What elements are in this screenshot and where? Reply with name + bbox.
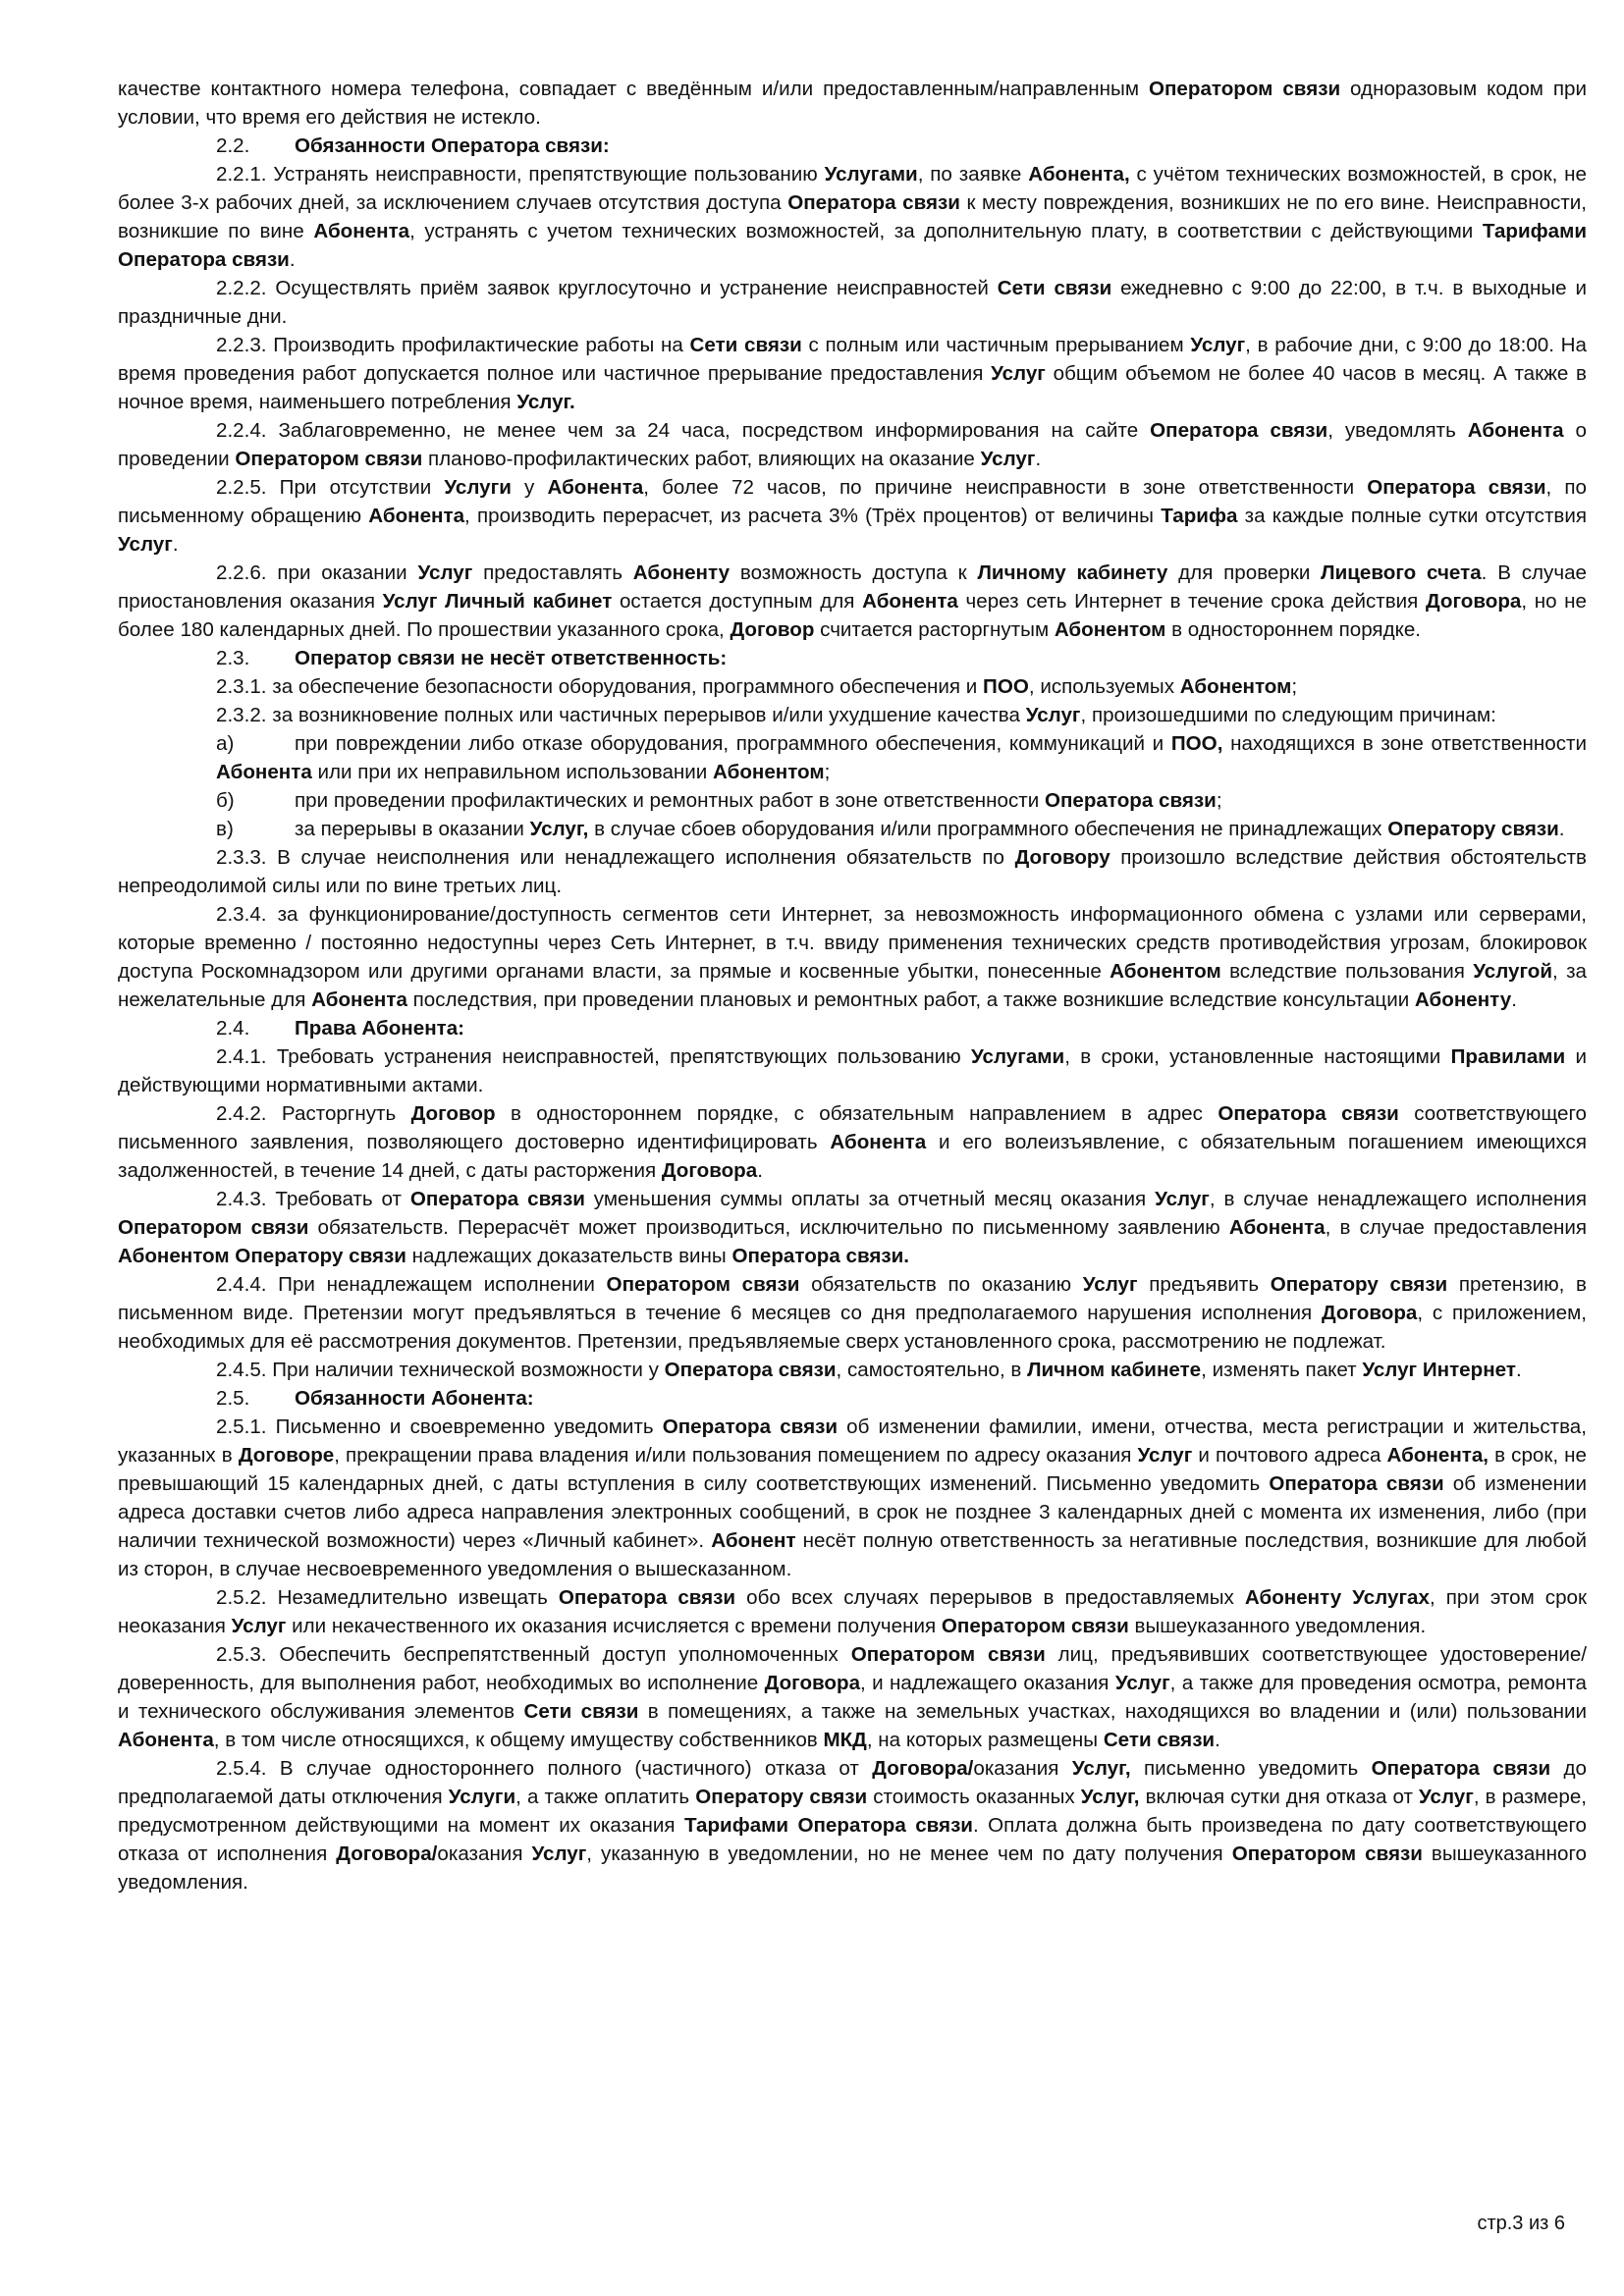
text-run: 2.5.2. Незамедлительно извещать — [216, 1586, 559, 1609]
text-run: ежедневно с 9:00 до 22:00, в т.ч. в выходные и праздничные дни. — [118, 277, 1587, 328]
bold-term: Договор — [730, 618, 815, 641]
text-run: , производить перерасчет, из расчета 3% (Трёх процентов) от величины — [464, 505, 1162, 527]
text-run: при повреждении либо отказе оборудования, программного обеспечения, коммуникаций и — [295, 732, 1171, 755]
bold-term: Договора — [1322, 1302, 1418, 1324]
bold-term: Абонента — [1228, 1216, 1326, 1239]
bold-term: Сети связи — [523, 1700, 639, 1723]
text-run: и действующими нормативными актами. — [118, 1045, 1587, 1096]
text-run: 2.3.2. за возникновение полных или частичных перерывов и/или ухудшение качества — [216, 704, 1026, 726]
bold-term: Оператором связи — [941, 1615, 1129, 1637]
clause-paragraph — [118, 331, 1587, 416]
bold-term: Услуг Личный кабинет — [382, 590, 613, 613]
clause-paragraph — [118, 274, 1587, 331]
text-run: или некачественного их оказания исчисляется с времени получения — [286, 1615, 942, 1637]
text-run: с учётом технических возможностей, в срок, не более 3-х рабочих дней, за исключением случаев отсутствия доступа — [118, 163, 1587, 214]
text-run: . В случае приостановления оказания — [118, 561, 1587, 613]
text-run: и его волеизъявление, с обязательным погашением имеющихся задолженностей, в течение 14 дней, с даты расторжения — [118, 1131, 1587, 1182]
bold-term: Оператора связи — [787, 191, 960, 214]
text-run: с полным или частичным прерыванием — [801, 334, 1191, 356]
clause-paragraph — [118, 1754, 1587, 1896]
bold-term: Услуги — [448, 1786, 516, 1808]
text-run: предъявить — [1137, 1273, 1271, 1296]
bold-term: Услугами — [971, 1045, 1065, 1068]
clause-paragraph — [118, 1356, 1587, 1384]
text-run: считается расторгнутым — [814, 618, 1055, 641]
text-run: стоимость оказанных — [867, 1786, 1081, 1808]
text-run: за перерывы в оказании — [295, 818, 530, 840]
bold-term: Оператором связи — [1231, 1842, 1423, 1865]
bold-term: Услугами — [824, 163, 918, 186]
text-run: остается доступным для — [612, 590, 863, 613]
clause-paragraph — [118, 559, 1587, 644]
list-letter: б) — [216, 789, 235, 812]
text-run: общим объемом не более 40 часов в месяц. А также в ночное время, наименьшего потребления — [118, 362, 1587, 413]
clause-paragraph — [118, 1270, 1587, 1356]
bold-term: Услуг — [1114, 1672, 1170, 1694]
bold-term: Абонента — [830, 1131, 927, 1153]
text-run: , самостоятельно, в — [836, 1359, 1028, 1381]
bold-term: Правилами — [1450, 1045, 1566, 1068]
bold-term: Абонента — [118, 1729, 214, 1751]
bold-term: Абонента — [862, 590, 958, 613]
text-run: обо всех случаях перерывов в предоставляемых — [735, 1586, 1245, 1609]
clause-paragraph — [118, 900, 1587, 1014]
clause-paragraph — [118, 1583, 1587, 1640]
bold-term: Абонента, — [1028, 163, 1130, 186]
text-run: . — [1515, 1359, 1522, 1381]
text-run: . — [172, 533, 179, 556]
bold-term: Оператора связи — [664, 1359, 837, 1381]
text-run: , в случае ненадлежащего исполнения — [1209, 1188, 1588, 1210]
text-run: надлежащих доказательств вины — [406, 1245, 732, 1267]
text-run: . — [289, 248, 296, 271]
bold-term: Абоненту Услугах — [1244, 1586, 1430, 1609]
continued-paragraph — [118, 75, 1587, 132]
clause-paragraph — [118, 160, 1587, 274]
text-run: предоставлять — [472, 561, 633, 584]
text-run: , на которых размещены — [866, 1729, 1104, 1751]
text-run: , но не более 180 календарных дней. По прошествии указанного срока, — [118, 590, 1588, 641]
text-run: . Оплата должна быть произведена по дату соответствующего отказа от исполнения — [118, 1814, 1587, 1865]
text-run: качестве контактного номера телефона, совпадает с введённым и/или предоставленным/направленным — [118, 78, 1149, 100]
bold-term: Права Абонента: — [295, 1017, 465, 1040]
text-run: планово-профилактических работ, влияющих на оказание — [422, 448, 981, 470]
text-run: находящихся в зоне ответственности — [1222, 732, 1587, 755]
text-run: для проверки — [1167, 561, 1322, 584]
bold-term: Услуг — [417, 561, 473, 584]
text-run: 2.4.5. При наличии технической возможности у — [216, 1359, 665, 1381]
text-run: , уведомлять — [1327, 419, 1468, 442]
text-run: 2.4.4. При ненадлежащем исполнении — [216, 1273, 607, 1296]
text-run: одноразовым кодом при условии, что время его действия не истекло. — [118, 78, 1587, 129]
bold-term: Оператора связи — [1044, 789, 1217, 812]
bold-term: Личному кабинету — [977, 561, 1168, 584]
text-run: лиц, предъявивших соответствующее удостоверение/ доверенность, для выполнения работ, необходимых во исполнение — [118, 1643, 1588, 1694]
text-run: . — [1558, 818, 1565, 840]
text-run: 2.3.1. за обеспечение безопасности оборудования, программного обеспечения и — [216, 675, 984, 698]
bold-term: Услуг — [1190, 334, 1246, 356]
text-run: оказания — [973, 1757, 1072, 1780]
bold-term: Услуг, — [1080, 1786, 1140, 1808]
bold-term: Оператора связи — [1367, 476, 1546, 499]
text-run: ; — [1291, 675, 1298, 698]
text-run: , при этом срок неоказания — [118, 1586, 1587, 1637]
text-run: 2.2.2. Осуществлять приём заявок круглосуточно и устранение неисправностей — [216, 277, 998, 299]
text-run: , за нежелательные для — [118, 960, 1587, 1011]
text-run: в случае сбоев оборудования и/или программного обеспечения не принадлежащих — [588, 818, 1388, 840]
text-run: произошло вследствие действия обстоятельств непреодолимой силы или по вине третьих лиц. — [118, 846, 1587, 897]
bold-term: Оператора связи — [1269, 1472, 1444, 1495]
bold-term: Оператора связи — [662, 1415, 838, 1438]
text-run: обязательств по оказанию — [799, 1273, 1083, 1296]
list-letter: в) — [216, 818, 234, 840]
clause-paragraph — [118, 416, 1587, 473]
bold-term: Сети связи — [997, 277, 1112, 299]
text-run: ; — [824, 761, 831, 783]
bold-term: Договора/ — [336, 1842, 438, 1865]
clause-paragraph — [118, 672, 1587, 701]
bold-term: ПОО, — [1170, 732, 1223, 755]
bold-term: Абонента — [313, 220, 410, 242]
bold-term: Личном кабинете — [1027, 1359, 1202, 1381]
clause-paragraph — [118, 1640, 1587, 1754]
section-heading — [118, 1384, 1587, 1413]
bold-term: Услуг — [231, 1615, 287, 1637]
bold-term: Тарифа — [1161, 505, 1238, 527]
bold-term: Абонента — [547, 476, 644, 499]
section-number: 2.2. — [216, 134, 250, 157]
clause-paragraph — [118, 701, 1587, 729]
text-run: , в случае предоставления — [1325, 1216, 1588, 1239]
bold-term: Абонентом Оператору связи — [118, 1245, 406, 1267]
bold-term: Лицевого счета — [1321, 561, 1482, 584]
text-run: уменьшения суммы оплаты за отчетный месяц оказания — [584, 1188, 1156, 1210]
clause-paragraph — [118, 473, 1587, 559]
text-run: , указанную в уведомлении, но не менее чем по дату получения — [586, 1842, 1232, 1865]
bold-term: Услуг. — [516, 391, 575, 413]
text-run: в помещениях, а также на земельных участках, находящихся во владении и (или) пользовании — [638, 1700, 1587, 1723]
text-run: о проведении — [118, 419, 1587, 470]
text-run: оказания — [437, 1842, 532, 1865]
text-run: через сеть Интернет в течение срока действия — [957, 590, 1426, 613]
text-run: к месту повреждения, возникших не по его вине. Неисправности, возникшие по вине — [118, 191, 1587, 242]
bold-term: Абоненту — [1414, 988, 1512, 1011]
text-run: об изменении адреса доставки счетов либо адреса направления электронных сообщений, в срок не позднее 3 календарных дней с момента их изменения, либо (при наличии технической возможности) через «Личный кабинет». — [118, 1472, 1587, 1552]
clause-paragraph — [118, 1185, 1587, 1270]
bold-term: Абонента — [1467, 419, 1564, 442]
bold-term: Абонентом — [713, 761, 825, 783]
bold-term: Оператором связи — [1148, 78, 1341, 100]
text-run: вследствие пользования — [1220, 960, 1474, 983]
bold-term: Услуг, — [529, 818, 589, 840]
bold-term: Абоненту — [632, 561, 731, 584]
bold-term: Услуг — [531, 1842, 587, 1865]
bold-term: Услуг — [1082, 1273, 1138, 1296]
text-run: , изменять пакет — [1201, 1359, 1363, 1381]
bold-term: Сети связи — [689, 334, 802, 356]
text-run: 2.5.1. Письменно и своевременно уведомить — [216, 1415, 663, 1438]
text-run: в одностороннем порядке, с обязательным направлением в адрес — [495, 1102, 1218, 1125]
bold-term: Оператора связи — [1150, 419, 1328, 442]
bold-term: Оператор связи не несёт ответственность: — [295, 647, 728, 669]
text-run: 2.3.3. В случае неисполнения или ненадлежащего исполнения обязательств по — [216, 846, 1015, 869]
bold-term: Услуг — [1155, 1188, 1210, 1210]
text-run: , а также оплатить — [515, 1786, 696, 1808]
text-run: возможность доступа к — [730, 561, 978, 584]
text-run: 2.2.4. Заблаговременно, не менее чем за 24 часа, посредством информирования на сайте — [216, 419, 1151, 442]
bold-term: Договору — [1014, 846, 1110, 869]
bold-term: Оператору связи — [1270, 1273, 1448, 1296]
bold-term: Абонента — [216, 761, 312, 783]
text-run: 2.2.6. при оказании — [216, 561, 418, 584]
bold-term: Договор — [410, 1102, 496, 1125]
bold-term: Услуг, — [1071, 1757, 1131, 1780]
text-run: несёт полную ответственность за негативные последствия, возникшие для любой из сторон, в случае несвоевременного уведомления о вышесказанном. — [118, 1529, 1587, 1580]
bold-term: Оператора связи — [1371, 1757, 1551, 1780]
text-run: обязательств. Перерасчёт может производиться, исключительно по письменному заявлению — [308, 1216, 1229, 1239]
text-run: ; — [1216, 789, 1222, 812]
text-run: в срок, не превышающий 15 календарных дней, с даты вступления в силу соответствующих изменений. Письменно уведомить — [118, 1444, 1587, 1495]
list-item — [118, 815, 1587, 843]
list-letter: а) — [216, 732, 235, 755]
bold-term: Услуг — [118, 533, 173, 556]
bold-term: Абонентом — [1054, 618, 1166, 641]
text-run: у — [511, 476, 548, 499]
text-run: , более 72 часов, по причине неисправности в зоне ответственности — [643, 476, 1368, 499]
bold-term: Услуг — [991, 362, 1046, 385]
bold-term: Оператором связи — [118, 1216, 309, 1239]
bold-term: Оператора связи — [409, 1188, 585, 1210]
bold-term: Абонента — [368, 505, 465, 527]
text-run: 2.3.4. за функционирование/доступность сегментов сети Интернет, за невозможность информационного обмена с узлами или серверами, которые временно / постоянно недоступны через Сеть Интернет, в т.ч. ввиду применения технических средств противодействия угрозам, блокировок доступа Роскомнадзором или другими органами власти, за прямые и косвенные убытки, понесенные — [118, 903, 1587, 983]
text-run: 2.4.2. Расторгнуть — [216, 1102, 411, 1125]
text-run: за каждые полные сутки отсутствия — [1237, 505, 1587, 527]
text-run: . — [757, 1159, 763, 1182]
section-heading — [118, 644, 1587, 672]
bold-term: Оператора связи — [558, 1586, 736, 1609]
text-run: 2.2.3. Производить профилактические работы на — [216, 334, 690, 356]
bold-term: Оператора связи. — [731, 1245, 910, 1267]
text-run: 2.2.1. Устранять неисправности, препятствующие пользованию — [216, 163, 825, 186]
text-run: об изменении фамилии, имени, отчества, места регистрации и жительства, указанных в — [118, 1415, 1587, 1467]
text-run: 2.4.3. Требовать от — [216, 1188, 410, 1210]
list-item — [118, 729, 1587, 786]
text-run: , по заявке — [917, 163, 1029, 186]
text-run: вышеуказанного уведомления. — [118, 1842, 1587, 1894]
bold-term: Оператора связи — [1218, 1102, 1399, 1125]
clause-paragraph — [118, 1099, 1587, 1185]
clause-paragraph — [118, 1413, 1587, 1583]
bold-term: Обязанности Оператора связи: — [295, 134, 610, 157]
text-run: , используемых — [1028, 675, 1180, 698]
text-run: в одностороннем порядке. — [1165, 618, 1421, 641]
document-page — [118, 75, 1587, 1896]
text-run: , и надлежащего оказания — [860, 1672, 1115, 1694]
clause-paragraph — [118, 843, 1587, 900]
section-number: 2.4. — [216, 1017, 250, 1040]
text-run: при проведении профилактических и ремонтных работ в зоне ответственности — [295, 789, 1045, 812]
text-run: последствия, при проведении плановых и ремонтных работ, а также возникшие вследствие консультации — [406, 988, 1415, 1011]
bold-term: Оператору связи — [695, 1786, 868, 1808]
bold-term: Абонента, — [1386, 1444, 1489, 1467]
section-number: 2.3. — [216, 647, 250, 669]
bold-term: Услугой — [1473, 960, 1553, 983]
text-run: 2.4.1. Требовать устранения неисправностей, препятствующих пользованию — [216, 1045, 972, 1068]
text-run: , устранять с учетом технических возможностей, за дополнительную плату, в соответствии с действующими — [409, 220, 1483, 242]
text-run: , прекращении права владения и/или пользования помещением по адресу оказания — [334, 1444, 1138, 1467]
bold-term: Договоре — [238, 1444, 335, 1467]
section-heading — [118, 132, 1587, 160]
bold-term: Оператором связи — [606, 1273, 800, 1296]
bold-term: Услуг — [1137, 1444, 1193, 1467]
text-run: и почтового адреса — [1192, 1444, 1387, 1467]
bold-term: Договора — [661, 1159, 758, 1182]
text-run: письменно уведомить — [1130, 1757, 1372, 1780]
bold-term: Оператором связи — [850, 1643, 1046, 1666]
bold-term: Услуг — [1025, 704, 1081, 726]
text-run: . — [1511, 988, 1517, 1011]
bold-term: Тарифами Оператора связи — [118, 220, 1588, 271]
text-run: или при их неправильном использовании — [311, 761, 714, 783]
text-run: , по письменному обращению — [118, 476, 1587, 527]
section-heading — [118, 1014, 1587, 1042]
text-run: . — [1215, 1729, 1220, 1751]
text-run: 2.5.3. Обеспечить беспрепятственный доступ уполномоченных — [216, 1643, 851, 1666]
text-run: , а также для проведения осмотра, ремонта и технического обслуживания элементов — [118, 1672, 1587, 1723]
bold-term: МКД — [823, 1729, 867, 1751]
text-run: , в том числе относящихся, к общему имуществу собственников — [213, 1729, 824, 1751]
text-run: претензию, в письменном виде. Претензии могут предъявляться в течение 6 месяцев со дня предполагаемого нарушения исполнения — [118, 1273, 1587, 1324]
bold-term: Обязанности Абонента: — [295, 1387, 534, 1410]
bold-term: Абонент — [711, 1529, 796, 1552]
bold-term: Абонентом — [1179, 675, 1292, 698]
bold-term: Услуг — [980, 448, 1036, 470]
text-run: , в размере, предусмотренном действующими на момент их оказания — [118, 1786, 1587, 1837]
bold-term: Договора — [1425, 590, 1522, 613]
text-run: включая сутки дня отказа от — [1139, 1786, 1420, 1808]
section-number: 2.5. — [216, 1387, 250, 1410]
text-run: соответствующего письменного заявления, позволяющего достоверно идентифицировать — [118, 1102, 1587, 1153]
bold-term: Услуг Интернет — [1362, 1359, 1516, 1381]
text-run: вышеуказанного уведомления. — [1128, 1615, 1427, 1637]
bold-term: Сети связи — [1103, 1729, 1216, 1751]
bold-term: Абонента — [311, 988, 407, 1011]
bold-term: Услуг — [1419, 1786, 1474, 1808]
clause-paragraph — [118, 1042, 1587, 1099]
bold-term: Договора — [764, 1672, 861, 1694]
text-run: 2.2.5. При отсутствии — [216, 476, 445, 499]
list-item — [118, 786, 1587, 815]
bold-term: Услуги — [444, 476, 512, 499]
page-number: стр.3 из 6 — [1477, 2213, 1565, 2234]
text-run: до предполагаемой даты отключения — [118, 1757, 1587, 1808]
text-run: , в рабочие дни, с 9:00 до 18:00. На время проведения работ допускается полное или частичное прерывание предоставления — [118, 334, 1587, 385]
text-run: , с приложением, необходимых для её рассмотрения документов. Претензии, предъявляемые сверх установленного срока, рассмотрению не подлежат. — [118, 1302, 1587, 1353]
bold-term: Оператору связи — [1387, 818, 1559, 840]
text-run: . — [1035, 448, 1042, 470]
text-run: 2.5.4. В случае одностороннего полного (частичного) отказа от — [216, 1757, 873, 1780]
bold-term: Абонентом — [1110, 960, 1221, 983]
bold-term: Оператором связи — [235, 448, 423, 470]
bold-term: Тарифами Оператора связи — [683, 1814, 973, 1837]
text-run: , в сроки, установленные настоящими — [1064, 1045, 1451, 1068]
text-run: , произошедшими по следующим причинам: — [1080, 704, 1496, 726]
bold-term: Договора/ — [872, 1757, 974, 1780]
bold-term: ПОО — [983, 675, 1029, 698]
